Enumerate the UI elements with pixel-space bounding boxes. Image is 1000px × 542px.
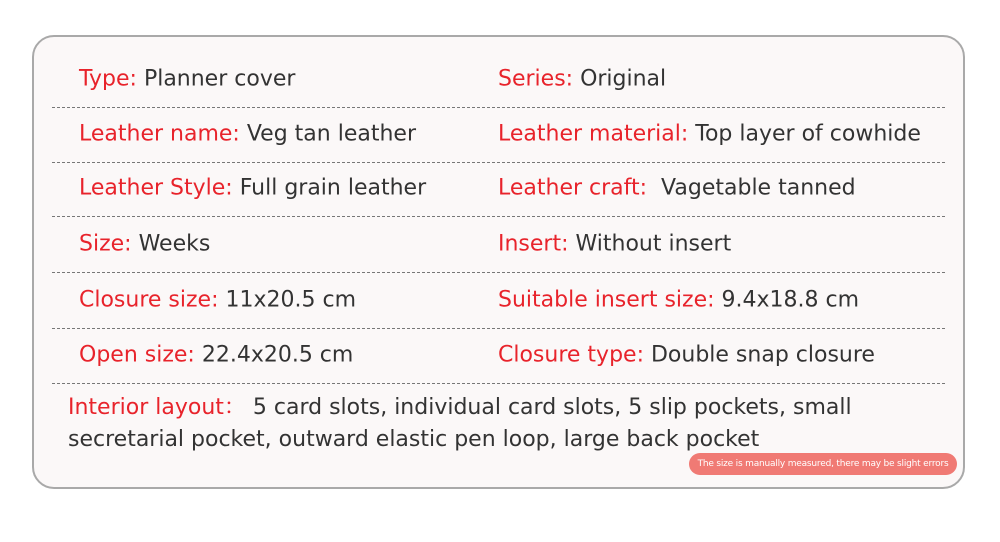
spec-suitable-insert-size: Suitable insert size: 9.4x18.8 cm [498, 287, 860, 313]
spec-row-leather-style [52, 160, 945, 217]
spec-row-open-size [52, 327, 945, 384]
interior-layout-value: 5 card slots, individual card slots, 5 slip pockets, small secretarial pocket, outward elastic pen loop, large back pocket [68, 395, 852, 452]
spec-size: Size: Weeks [79, 231, 211, 257]
spec-type: Type: Planner cover [79, 66, 296, 92]
spec-row-leather-name [52, 106, 945, 163]
spec-leather-craft: Leather craft: Vagetable tanned [498, 175, 856, 201]
spec-insert: Insert: Without insert [498, 231, 732, 257]
spec-series: Series: Original [498, 66, 667, 92]
spec-open-size: Open size: 22.4x20.5 cm [79, 342, 354, 368]
spec-leather-style: Leather Style: Full grain leather [79, 175, 427, 201]
spec-closure-size: Closure size: 11x20.5 cm [79, 287, 357, 313]
spec-row-type [52, 51, 945, 108]
spec-closure-type: Closure type: Double snap closure [498, 342, 875, 368]
spec-row-size [52, 216, 945, 273]
spec-leather-name: Leather name: Veg tan leather [79, 121, 416, 147]
spec-row-closure-size [52, 272, 945, 329]
spec-leather-material: Leather material: Top layer of cowhide [498, 121, 921, 147]
interior-layout [68, 392, 948, 456]
interior-layout-label: Interior layout： [68, 395, 246, 420]
measurement-note-badge: The size is manually measured, there may be slight errors [689, 453, 957, 475]
